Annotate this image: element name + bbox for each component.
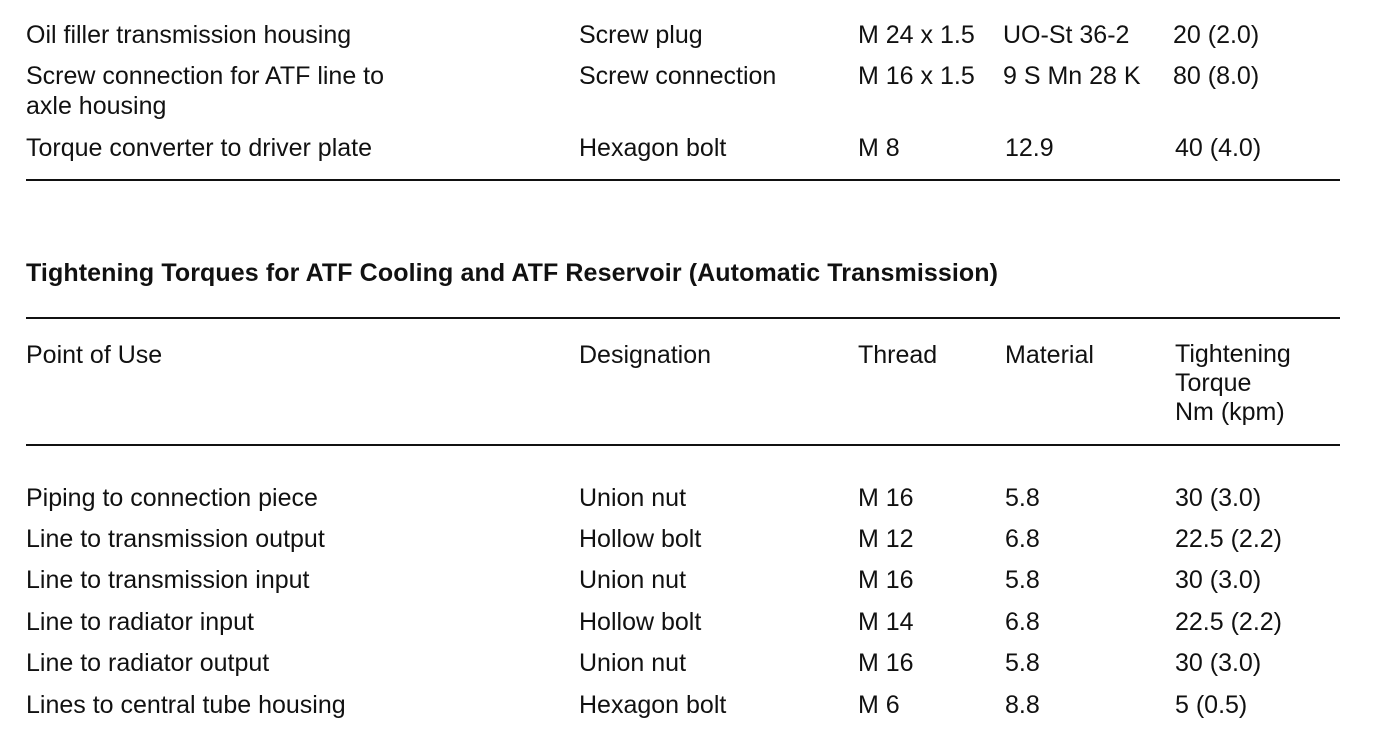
designation-cell: Union nut (579, 484, 687, 512)
thread-cell: M 16 (858, 649, 914, 677)
thread-cell: M 16 (858, 484, 914, 512)
material-cell: 5.8 (1005, 566, 1040, 594)
torque-cell: 22.5 (2.2) (1175, 525, 1283, 553)
header-torque-line: Torque (1175, 369, 1252, 397)
point-of-use-cell: Line to transmission output (26, 525, 325, 553)
point-of-use-cell: Lines to central tube housing (26, 691, 346, 719)
point-of-use-cell: Piping to connection piece (26, 484, 318, 512)
header-tightening-torque (1175, 340, 1291, 427)
point-of-use-cell: Torque converter to driver plate (26, 134, 373, 162)
point-of-use-line: Screw connection for ATF line to (26, 62, 385, 90)
header-designation: Designation (579, 341, 712, 369)
torque-cell: 40 (4.0) (1175, 134, 1262, 162)
torque-cell: 22.5 (2.2) (1175, 608, 1283, 636)
thread-cell: M 12 (858, 525, 914, 553)
header-torque-line: Nm (kpm) (1175, 398, 1285, 426)
designation-cell: Hexagon bolt (579, 691, 727, 719)
header-torque-line: Tightening (1175, 340, 1291, 368)
designation-cell: Hollow bolt (579, 525, 702, 553)
torque-cell: 30 (3.0) (1175, 566, 1262, 594)
material-cell: 9 S Mn 28 K (1003, 62, 1141, 90)
material-cell: 5.8 (1005, 484, 1040, 512)
designation-cell: Screw connection (579, 62, 777, 90)
designation-cell: Union nut (579, 566, 687, 594)
header-point-of-use: Point of Use (26, 341, 163, 369)
thread-cell: M 16 x 1.5 (858, 62, 975, 90)
material-cell: 5.8 (1005, 649, 1040, 677)
header-top-rule (26, 317, 1340, 319)
header-bottom-rule (26, 444, 1340, 446)
thread-cell: M 8 (858, 134, 900, 162)
thread-cell: M 14 (858, 608, 914, 636)
material-cell: 6.8 (1005, 525, 1040, 553)
torque-cell: 80 (8.0) (1173, 62, 1260, 90)
designation-cell: Hexagon bolt (579, 134, 727, 162)
torque-cell: 20 (2.0) (1173, 21, 1260, 49)
torque-cell: 30 (3.0) (1175, 484, 1262, 512)
point-of-use-cell: Oil filler transmission housing (26, 21, 352, 49)
thread-cell: M 24 x 1.5 (858, 21, 975, 49)
torque-cell: 30 (3.0) (1175, 649, 1262, 677)
point-of-use-cell: Line to radiator input (26, 608, 254, 636)
table-bottom-rule (26, 179, 1340, 181)
material-cell: 12.9 (1005, 134, 1054, 162)
point-of-use-line: axle housing (26, 92, 167, 120)
designation-cell: Hollow bolt (579, 608, 702, 636)
thread-cell: M 6 (858, 691, 900, 719)
material-cell: UO-St 36-2 (1003, 21, 1130, 49)
header-material: Material (1005, 341, 1094, 369)
torque-cell: 5 (0.5) (1175, 691, 1248, 719)
section-title: Tightening Torques for ATF Cooling and ATF Reservoir (Automatic Transmission) (26, 259, 999, 287)
point-of-use-cell: Line to radiator output (26, 649, 270, 677)
designation-cell: Screw plug (579, 21, 703, 49)
material-cell: 6.8 (1005, 608, 1040, 636)
thread-cell: M 16 (858, 566, 914, 594)
point-of-use-cell: Line to transmission input (26, 566, 310, 594)
designation-cell: Union nut (579, 649, 687, 677)
header-thread: Thread (858, 341, 938, 369)
material-cell: 8.8 (1005, 691, 1040, 719)
point-of-use-cell (26, 61, 384, 121)
